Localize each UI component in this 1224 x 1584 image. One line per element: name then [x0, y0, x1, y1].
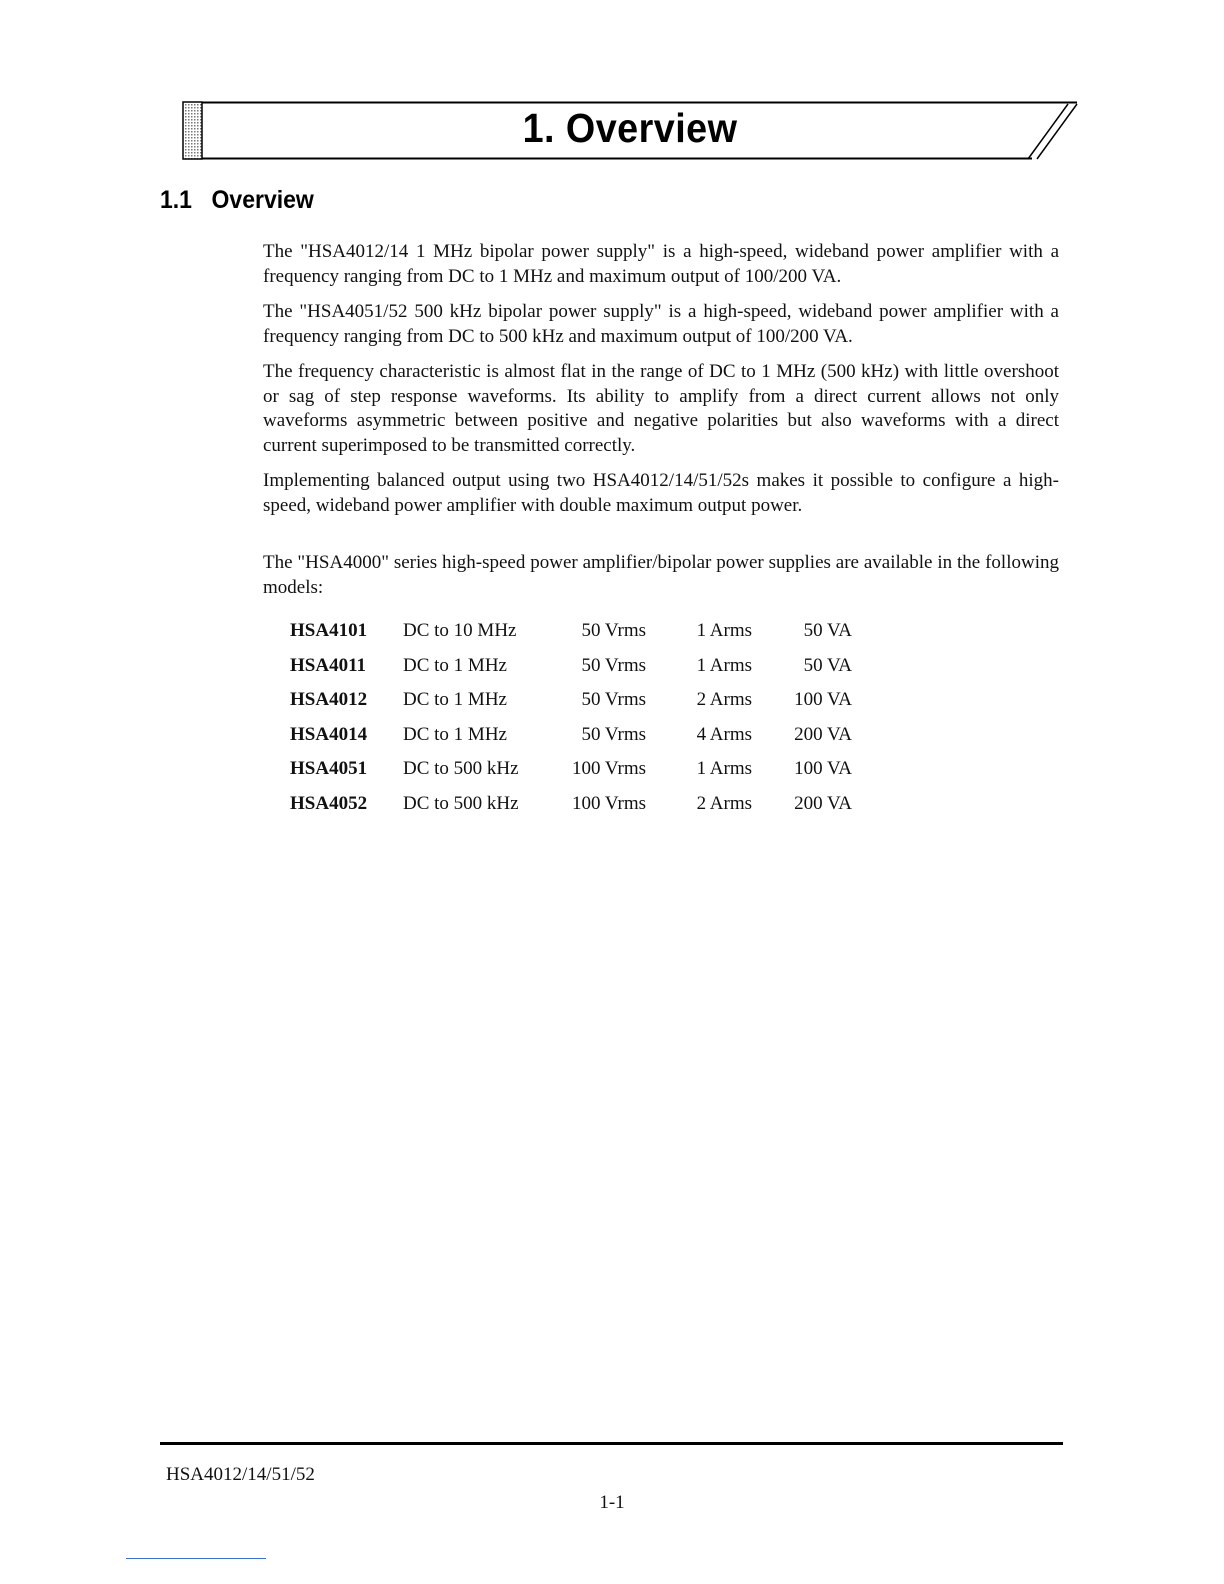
table-row: [290, 649, 852, 684]
model-table: [290, 614, 852, 821]
output-power: 50 VA: [803, 654, 852, 676]
model-name: HSA4101: [290, 620, 368, 642]
model-name: HSA4052: [290, 792, 368, 814]
output-power: 200 VA: [794, 792, 852, 814]
chapter-title: 1. Overview: [522, 105, 738, 151]
output-current: 2 Arms: [696, 689, 752, 711]
model-name: HSA4011: [290, 654, 367, 676]
footer-model-name: HSA4012/14/51/52: [166, 1464, 315, 1485]
frequency-range: DC to 1 MHz: [403, 689, 507, 711]
footer-divider: [160, 1442, 1063, 1445]
paragraph: Implementing balanced output using two HSA4012/14/51/52s makes it possible to configure a high-speed, wideband power amplifier with double maximum output power.: [263, 470, 1059, 516]
frequency-range: DC to 500 kHz: [403, 758, 519, 780]
output-current: 4 Arms: [696, 723, 752, 745]
output-power: 100 VA: [794, 689, 852, 711]
overview-body: [263, 240, 1059, 529]
frequency-range: DC to 10 MHz: [403, 620, 517, 642]
paragraph: The "HSA4051/52 500 kHz bipolar power supply" is a high-speed, wideband power amplifier with a frequency ranging from DC to 500 kHz and maximum output of 100/200 VA.: [263, 301, 1059, 347]
table-row: [290, 787, 852, 822]
paragraph: The "HSA4012/14 1 MHz bipolar power supply" is a high-speed, wideband power amplifier with a frequency ranging from DC to 1 MHz and maximum output of 100/200 VA.: [263, 241, 1059, 287]
model-name: HSA4012: [290, 689, 368, 711]
output-voltage: 50 Vrms: [581, 654, 646, 676]
output-voltage: 50 Vrms: [581, 689, 646, 711]
section-title: Overview: [211, 186, 314, 214]
chapter-banner: [182, 101, 1078, 161]
model-name: HSA4014: [290, 723, 368, 745]
table-row: [290, 718, 852, 753]
output-current: 1 Arms: [696, 758, 752, 780]
output-voltage: 50 Vrms: [581, 723, 646, 745]
output-voltage: 50 Vrms: [581, 620, 646, 642]
frequency-range: DC to 500 kHz: [403, 792, 519, 814]
table-row: [290, 752, 852, 787]
frequency-range: DC to 1 MHz: [403, 654, 507, 676]
output-power: 200 VA: [794, 723, 852, 745]
table-row: [290, 683, 852, 718]
page-number: 1-1: [599, 1492, 625, 1513]
output-current: 1 Arms: [696, 654, 752, 676]
output-power: 50 VA: [803, 620, 852, 642]
paragraph: The frequency characteristic is almost flat in the range of DC to 1 MHz (500 kHz) with little overshoot or sag of step response waveforms. Its ability to amplify from a direct current allows not only waveforms asymmetric between positive and negative polarities but also waveforms with a direct current superimposed to be transmitted correctly.: [263, 361, 1059, 456]
series-intro: The "HSA4000" series high-speed power amplifier/bipolar power supplies are available in the following models:: [263, 552, 1059, 598]
table-row: [290, 614, 852, 649]
section-heading: [160, 186, 314, 215]
output-voltage: 100 Vrms: [572, 792, 646, 814]
page-edge-divider: [126, 1558, 266, 1559]
output-current: 2 Arms: [696, 792, 752, 814]
output-current: 1 Arms: [696, 620, 752, 642]
output-voltage: 100 Vrms: [572, 758, 646, 780]
model-name: HSA4051: [290, 758, 368, 780]
output-power: 100 VA: [794, 758, 852, 780]
frequency-range: DC to 1 MHz: [403, 723, 507, 745]
section-number: 1.1: [160, 186, 192, 214]
